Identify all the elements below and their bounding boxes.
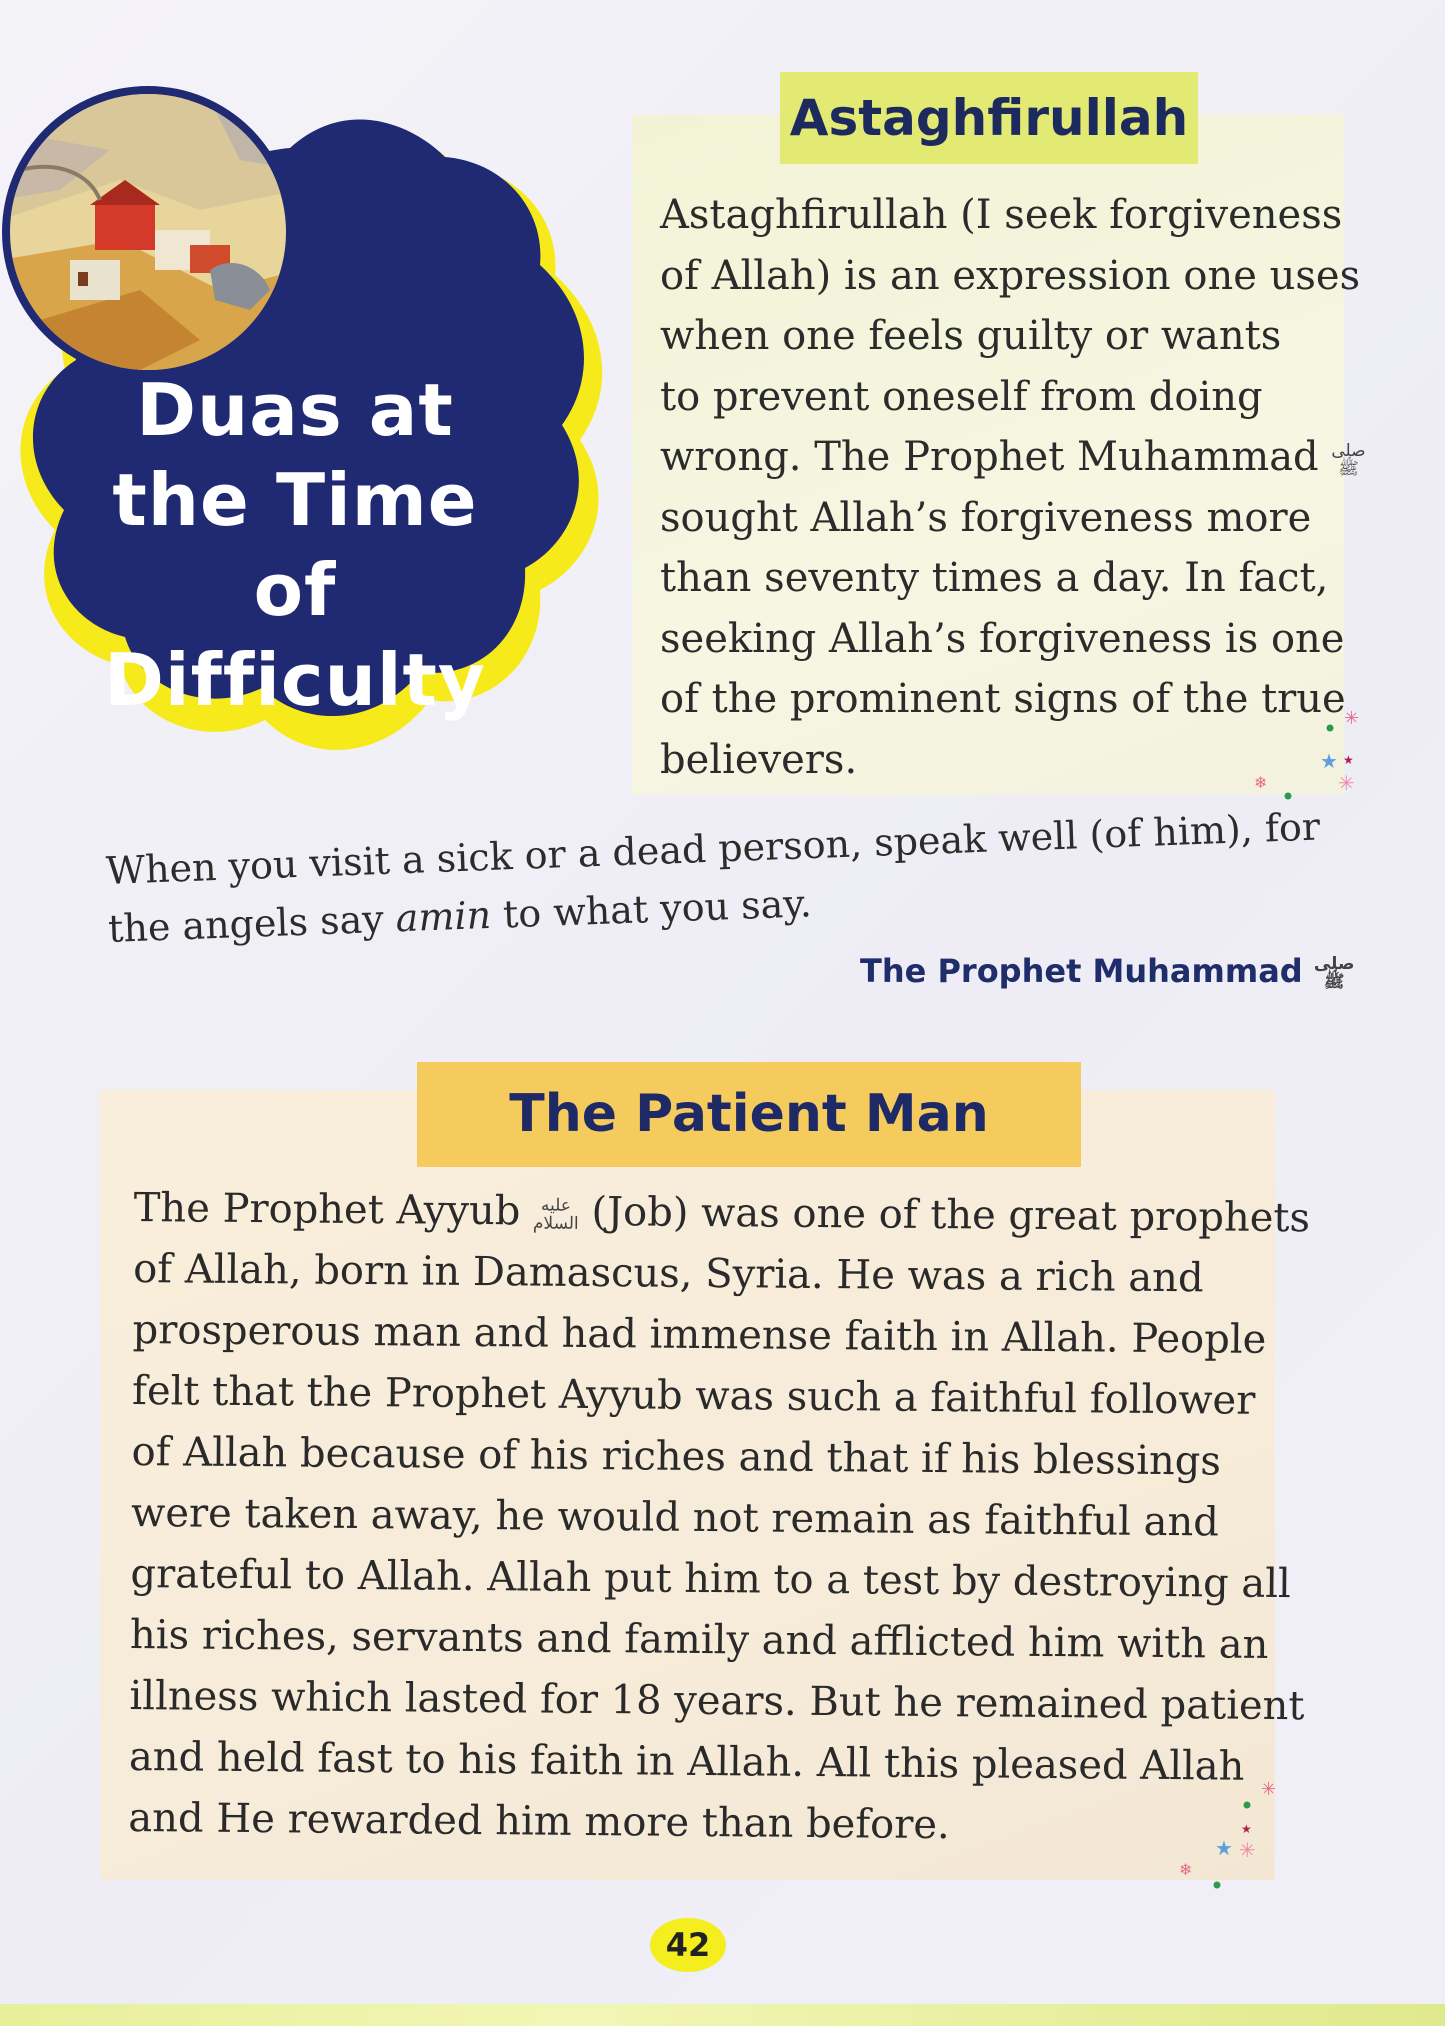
text-line: seeking Allah’s forgiveness is one — [660, 615, 1345, 662]
sparkle-decoration-icon — [1250, 700, 1360, 800]
quote-italic: amin — [394, 892, 492, 941]
badge-line: of Difficulty — [104, 548, 486, 722]
text-line: and He rewarded him more than before. — [128, 1794, 950, 1849]
quote-text: to what you say. — [490, 881, 813, 937]
text-line: of Allah) is an expression one uses — [660, 252, 1361, 299]
text-line: grateful to Allah. Allah put him to a test by destroying all — [130, 1550, 1292, 1608]
text-line: of Allah, born in Damascus, Syria. He was a rich and — [133, 1245, 1204, 1302]
text-line: of the prominent signs of the true — [660, 676, 1346, 722]
patient-man-text — [128, 1178, 1311, 1859]
text-line: than seventy times a day. In fact, — [660, 555, 1329, 601]
quote-source-text: The Prophet Muhammad — [860, 952, 1303, 990]
text-line: of Allah because of his riches and that if his blessings — [131, 1428, 1222, 1485]
text-line: when one feels guilty or wants — [660, 313, 1282, 359]
svg-text:★: ★ — [1215, 1836, 1233, 1860]
text-line-with-honorific — [133, 1178, 1311, 1249]
svg-text:✳: ✳ — [1239, 1838, 1256, 1862]
text-line: were taken away, he would not remain as faithful and — [130, 1489, 1220, 1546]
quote-line: When you visit a sick or a dead person, speak well (of him), for — [105, 804, 1321, 893]
svg-text:✳: ✳ — [1261, 1779, 1277, 1800]
page-title — [55, 365, 535, 725]
patient-man-title: The Patient Man — [509, 1084, 989, 1144]
sparkle-decoration-icon — [1175, 1775, 1285, 1890]
text-line: to prevent oneself from doing — [660, 373, 1263, 420]
svg-text:❄: ❄ — [1254, 773, 1268, 792]
astaghfirullah-text — [660, 185, 1366, 790]
text-part: (Job) was one of the great prophets — [578, 1188, 1311, 1242]
svg-text:★: ★ — [1241, 1822, 1252, 1836]
text-part: The Prophet Ayyub — [133, 1184, 534, 1235]
badge-line: the Time — [112, 458, 478, 542]
quote-text: the angels say — [107, 896, 397, 951]
text-line-with-honorific — [660, 427, 1366, 488]
astaghfirullah-title: Astaghfirullah — [789, 89, 1189, 147]
text-line: his riches, servants and family and afflicted him with an — [129, 1611, 1269, 1668]
quote-source — [860, 952, 1354, 991]
text-line: wrong. The Prophet Muhammad — [660, 434, 1319, 480]
text-line: believers. — [660, 736, 858, 783]
text-line: sought Allah’s forgiveness more — [660, 494, 1312, 541]
honorific-glyph-icon: عليه السلام — [532, 1195, 579, 1234]
text-line: illness which lasted for 18 years. But he remained patient — [129, 1672, 1305, 1730]
honorific-glyph-icon: صلى ﷺ — [1313, 954, 1355, 992]
title-badge — [0, 60, 640, 760]
text-line: Astaghfirullah (I seek forgiveness — [660, 192, 1343, 238]
page-number: 42 — [650, 1918, 726, 1972]
svg-text:★: ★ — [1343, 753, 1354, 767]
text-line: prosperous man and had immense faith in Allah. People — [132, 1306, 1267, 1363]
honorific-glyph-icon: صلى ﷺ — [1331, 441, 1366, 479]
svg-text:✳: ✳ — [1338, 771, 1355, 795]
text-line: felt that the Prophet Ayyub was such a faithful follower — [131, 1367, 1256, 1424]
hadith-quote — [105, 799, 1321, 957]
svg-text:❄: ❄ — [1179, 1860, 1193, 1879]
text-line: and held fast to his faith in Allah. All this pleased Allah — [128, 1733, 1245, 1790]
svg-text:✳: ✳ — [1344, 708, 1360, 729]
svg-text:★: ★ — [1320, 749, 1338, 773]
page-edge — [0, 2004, 1445, 2026]
badge-line: Duas at — [136, 368, 454, 452]
